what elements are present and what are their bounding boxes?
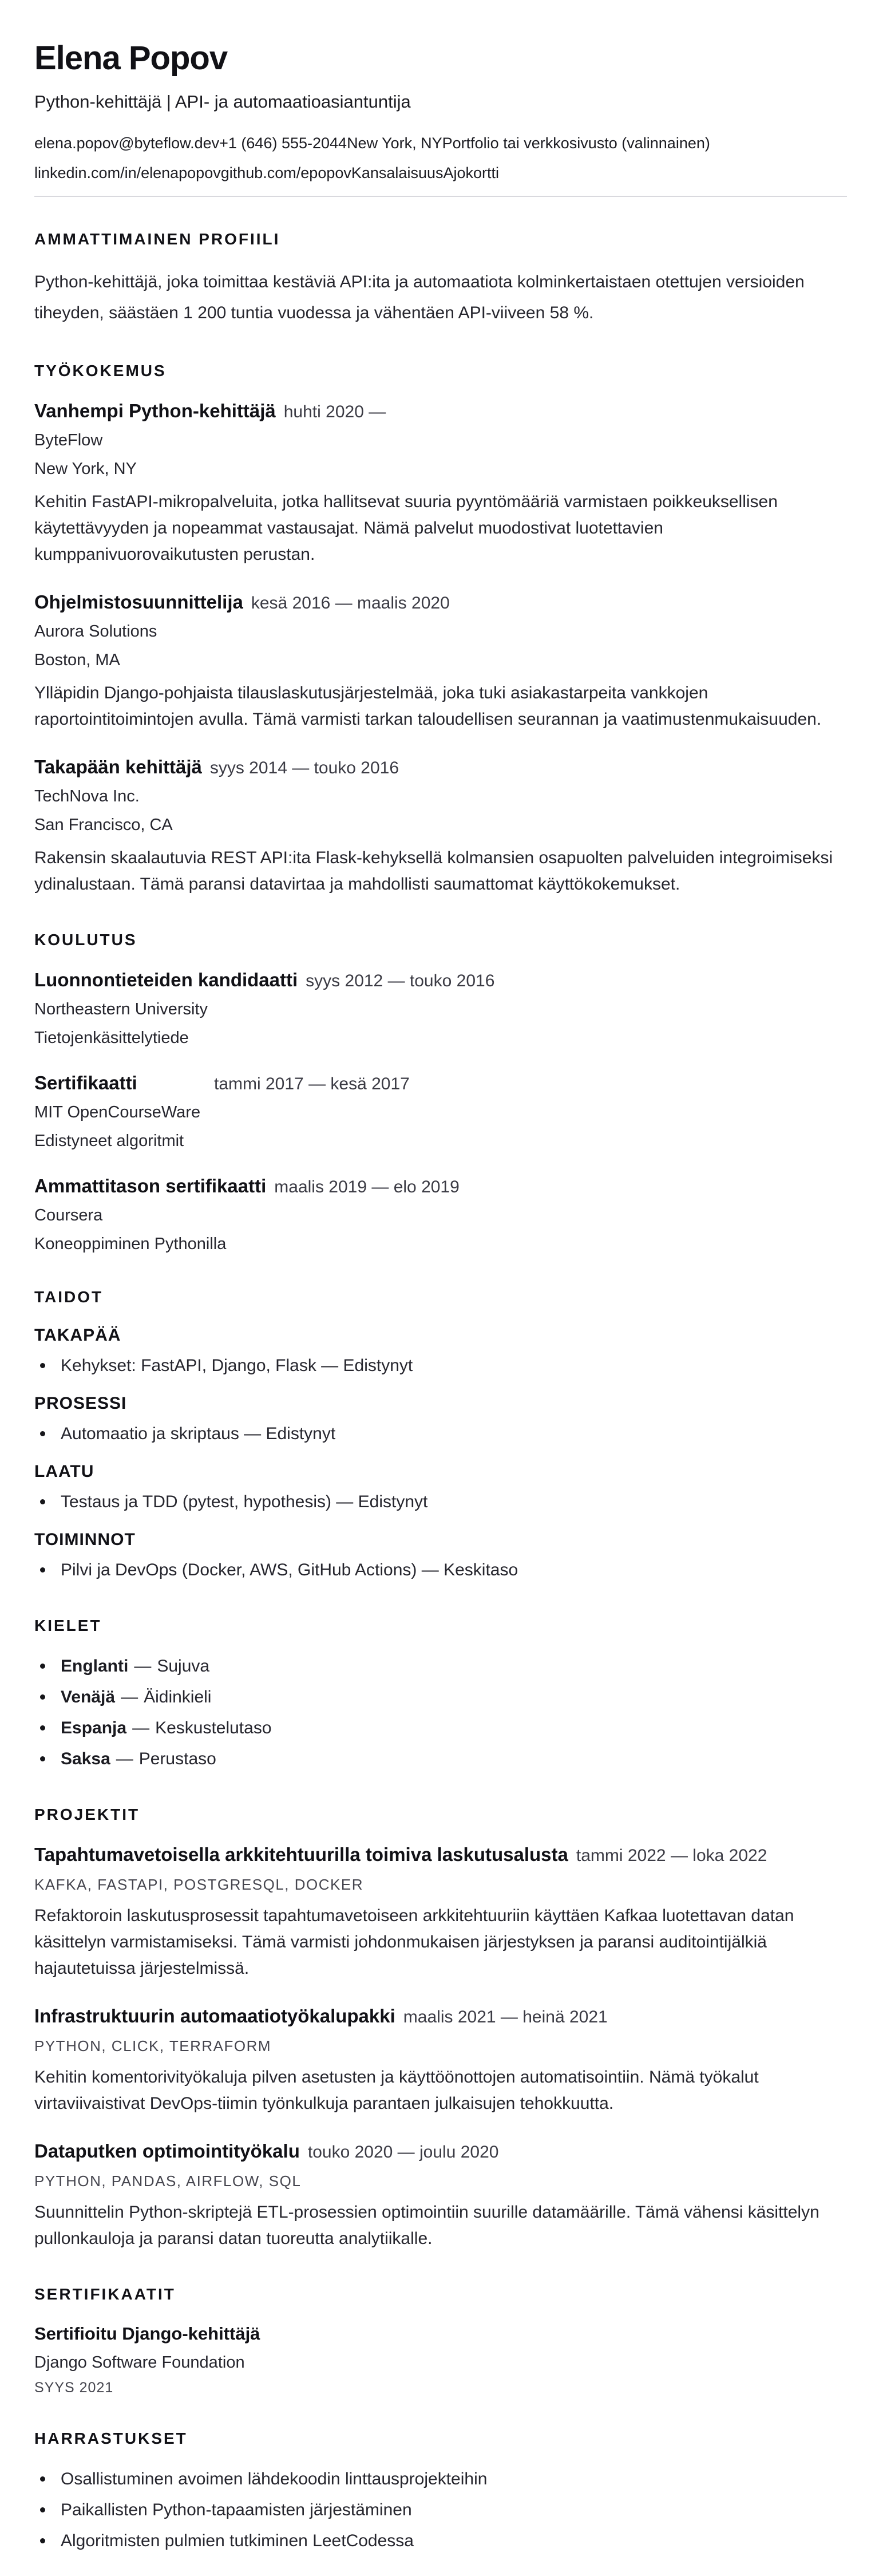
job-entry: [34, 754, 847, 898]
job-company: TechNova Inc.: [34, 787, 140, 805]
language-separator: —: [116, 1749, 133, 1768]
contact-location: New York, NY: [347, 135, 442, 152]
contact-row-1: [34, 128, 847, 158]
job-title-row: [34, 398, 847, 424]
skill-list: [34, 1353, 847, 1379]
job-title-row: [34, 754, 847, 780]
skill-item: [34, 1557, 847, 1583]
job-description: Ylläpidin Django-pohjaista tilauslaskutusjärjestelmää, joka tuki asiakastarpeita vankkojen raportointitoimintojen avulla. Tämä varmisti tarkan taloudellisen seurannan ja vaatimustenmukaisuuden.: [34, 683, 822, 729]
school: MIT OpenCourseWare: [34, 1103, 201, 1121]
job-entry: [34, 398, 847, 568]
skill-item-text: Automaatio ja skriptaus — Edistynyt: [61, 1424, 336, 1443]
job-dates: syys 2014 — touko 2016: [209, 758, 399, 777]
contact-email: elena.popov@byteflow.dev: [34, 135, 220, 152]
contact-linkedin: linkedin.com/in/elenapopov: [34, 164, 221, 181]
field-of-study: Tietojenkäsittelytiede: [34, 1029, 189, 1047]
skill-item: [34, 1421, 847, 1447]
language-item: [34, 1684, 847, 1710]
language-separator: —: [132, 1718, 150, 1737]
language-level: Sujuva: [157, 1657, 210, 1676]
hobby-item-text: Osallistuminen avoimen lähdekoodin linttausprojekteihin: [61, 2470, 488, 2488]
skill-group-title: PROSESSI: [34, 1394, 127, 1413]
education-entry: [34, 1174, 847, 1255]
job-description: Rakensin skaalautuvia REST API:ita Flask-kehyksellä kolmansien osapuolten palveluiden integroimiseksi ydinalustaan. Tämä paransi datavirtaa ja mahdollisti saumattomat käyttökokemukset.: [34, 848, 833, 894]
education-dates: maalis 2019 — elo 2019: [274, 1178, 460, 1196]
project-entry: [34, 2004, 847, 2117]
education-entry: [34, 1070, 847, 1152]
section-projects: [34, 1804, 847, 2252]
resume-header: [34, 40, 847, 197]
contact-row-2: [34, 158, 847, 188]
education-dates: syys 2012 — touko 2016: [306, 971, 495, 990]
job-company: ByteFlow: [34, 431, 103, 449]
project-title-row: [34, 2139, 847, 2164]
certification-name: Sertifioitu Django-kehittäjä: [34, 2324, 260, 2344]
education-dates: tammi 2017 — kesä 2017: [214, 1074, 410, 1093]
hobbies-section-header: HARRASTUKSET: [34, 2429, 188, 2447]
project-tags: PYTHON, PANDAS, AIRFLOW, SQL: [34, 2172, 302, 2190]
hobby-item: [34, 2466, 847, 2492]
skill-item: [34, 1489, 847, 1515]
skill-group-title: LAATU: [34, 1462, 94, 1481]
section-certifications: [34, 2284, 847, 2396]
school: Coursera: [34, 1206, 103, 1224]
section-education: [34, 930, 847, 1255]
certifications-section-header: SERTIFIKAATIT: [34, 2285, 176, 2303]
header-divider: [34, 196, 847, 197]
project-description: Kehitin komentorivityökaluja pilven asetusten ja käyttöönottojen automatisointiin. Nämä työkalut virtaviivaistivat DevOps-tiimin työnkulkuja parantaen julkaisujen tehokkuutta.: [34, 2068, 759, 2113]
skill-group: [34, 1461, 847, 1515]
job-title-row: [34, 590, 847, 615]
hobby-item: [34, 2528, 847, 2554]
job-location: San Francisco, CA: [34, 816, 173, 834]
skill-group-title: TOIMINNOT: [34, 1530, 136, 1549]
section-languages: [34, 1615, 847, 1772]
language-name: Englanti: [61, 1657, 129, 1676]
contact-portfolio: Portfolio tai verkkosivusto (valinnainen): [442, 135, 710, 152]
contact-citizenship: Kansalaisuus: [351, 164, 444, 181]
skill-group: [34, 1325, 847, 1379]
certification-entry: [34, 2322, 847, 2396]
language-level: Keskustelutaso: [155, 1718, 272, 1737]
degree: Sertifikaatti: [34, 1072, 137, 1093]
project-description: Refaktoroin laskutusprosessit tapahtumavetoiseen arkkitehtuuriin käyttäen Kafkaa luotettavan datan käsittelyn varmistamiseksi. Tämä varmisti johdonmukaisen järjestyksen ja paransi auditointijälkiä hajautetuissa järjestelmissä.: [34, 1906, 794, 1978]
project-dates: maalis 2021 — heinä 2021: [403, 2008, 608, 2026]
contact-github: github.com/epopov: [220, 164, 351, 181]
project-name: Infrastruktuurin automaatiotyökalupakki: [34, 2005, 395, 2026]
job-description: Kehitin FastAPI-mikropalveluita, jotka hallitsevat suuria pyyntömääriä varmistaen poikkeuksellisen käytettävyyden ja nopeammat vastausajat. Nämä palvelut muodostivat luotettavien kumppanivuorovaikutusten perustan.: [34, 492, 778, 564]
hobby-list: [34, 2466, 847, 2554]
language-name: Espanja: [61, 1718, 127, 1737]
section-professional-profile: [34, 229, 847, 329]
project-entry: [34, 1842, 847, 1982]
project-title-row: [34, 1842, 847, 1867]
language-item: [34, 1715, 847, 1741]
degree: Ammattitason sertifikaatti: [34, 1175, 267, 1196]
job-entry: [34, 590, 847, 733]
profile-section-header: AMMATTIMAINEN PROFIILI: [34, 230, 280, 248]
project-tags: PYTHON, CLICK, TERRAFORM: [34, 2037, 272, 2055]
language-separator: —: [134, 1657, 152, 1676]
person-title: Python-kehittäjä | API- ja automaatioasiantuntija: [34, 92, 411, 112]
skills-section-header: TAIDOT: [34, 1288, 104, 1306]
skill-group: [34, 1393, 847, 1447]
language-level: Perustaso: [138, 1749, 216, 1768]
person-name: Elena Popov: [34, 39, 228, 77]
hobby-item-text: Paikallisten Python-tapaamisten järjestäminen: [61, 2500, 412, 2519]
projects-section-header: PROJEKTIT: [34, 1805, 140, 1823]
skill-group: [34, 1529, 847, 1583]
skill-item-text: Kehykset: FastAPI, Django, Flask — Edistynyt: [61, 1356, 413, 1375]
project-name: Dataputken optimointityökalu: [34, 2140, 300, 2162]
section-work-experience: [34, 361, 847, 898]
job-company: Aurora Solutions: [34, 622, 157, 641]
education-entry: [34, 967, 847, 1049]
education-title-row: [34, 967, 847, 993]
hobby-item: [34, 2497, 847, 2523]
language-item: [34, 1746, 847, 1772]
language-list: [34, 1653, 847, 1772]
project-description: Suunnittelin Python-skriptejä ETL-prosessien optimointiin suurille datamäärille. Tämä vähensi käsittelyn pullonkauloja ja paransi datan tuoreutta analytiikalle.: [34, 2203, 819, 2248]
work-section-header: TYÖKOKEMUS: [34, 362, 167, 380]
project-title-row: [34, 2004, 847, 2029]
project-dates: tammi 2022 — loka 2022: [576, 1846, 767, 1865]
degree: Luonnontieteiden kandidaatti: [34, 969, 298, 990]
skill-group-title: TAKAPÄÄ: [34, 1326, 121, 1345]
job-title: Takapään kehittäjä: [34, 756, 202, 777]
certification-issuer: Django Software Foundation: [34, 2353, 245, 2372]
contact-info: [34, 128, 847, 188]
job-dates: kesä 2016 — maalis 2020: [251, 594, 450, 613]
skill-list: [34, 1489, 847, 1515]
contact-drivers-license: Ajokortti: [443, 164, 500, 181]
languages-section-header: KIELET: [34, 1617, 102, 1634]
education-title-row: [34, 1174, 847, 1199]
education-title-row: [34, 1070, 847, 1096]
language-name: Venäjä: [61, 1688, 116, 1706]
project-dates: touko 2020 — joulu 2020: [307, 2143, 499, 2162]
contact-phone: +1 (646) 555-2044: [219, 135, 347, 152]
project-entry: [34, 2139, 847, 2252]
job-dates: huhti 2020 —: [283, 402, 386, 421]
section-skills: [34, 1287, 847, 1583]
job-location: Boston, MA: [34, 651, 120, 669]
skill-list: [34, 1421, 847, 1447]
skill-item-text: Pilvi ja DevOps (Docker, AWS, GitHub Actions) — Keskitaso: [61, 1560, 518, 1579]
language-name: Saksa: [61, 1749, 110, 1768]
language-separator: —: [121, 1688, 138, 1706]
profile-text: Python-kehittäjä, joka toimittaa kestäviä API:ita ja automaatiota kolminkertaistaen otettujen versioiden tiheyden, säästäen 1 200 tuntia vuodessa ja vähentäen API-viiveen 58 %.: [34, 272, 805, 322]
school: Northeastern University: [34, 1000, 208, 1018]
language-item: [34, 1653, 847, 1680]
skill-item-text: Testaus ja TDD (pytest, hypothesis) — Edistynyt: [61, 1492, 428, 1511]
certification-date: SYYS 2021: [34, 2380, 114, 2396]
field-of-study: Edistyneet algoritmit: [34, 1132, 184, 1150]
skill-list: [34, 1557, 847, 1583]
job-title: Ohjelmistosuunnittelija: [34, 591, 243, 613]
field-of-study: Koneoppiminen Pythonilla: [34, 1235, 227, 1253]
section-hobbies: [34, 2428, 847, 2554]
job-title: Vanhempi Python-kehittäjä: [34, 400, 276, 421]
skill-item: [34, 1353, 847, 1379]
education-section-header: KOULUTUS: [34, 931, 137, 949]
hobby-item-text: Algoritmisten pulmien tutkiminen LeetCodessa: [61, 2531, 414, 2550]
language-level: Äidinkieli: [144, 1688, 212, 1706]
job-location: New York, NY: [34, 460, 137, 478]
project-tags: KAFKA, FASTAPI, POSTGRESQL, DOCKER: [34, 1876, 363, 1893]
project-name: Tapahtumavetoisella arkkitehtuurilla toimiva laskutusalusta: [34, 1844, 568, 1865]
